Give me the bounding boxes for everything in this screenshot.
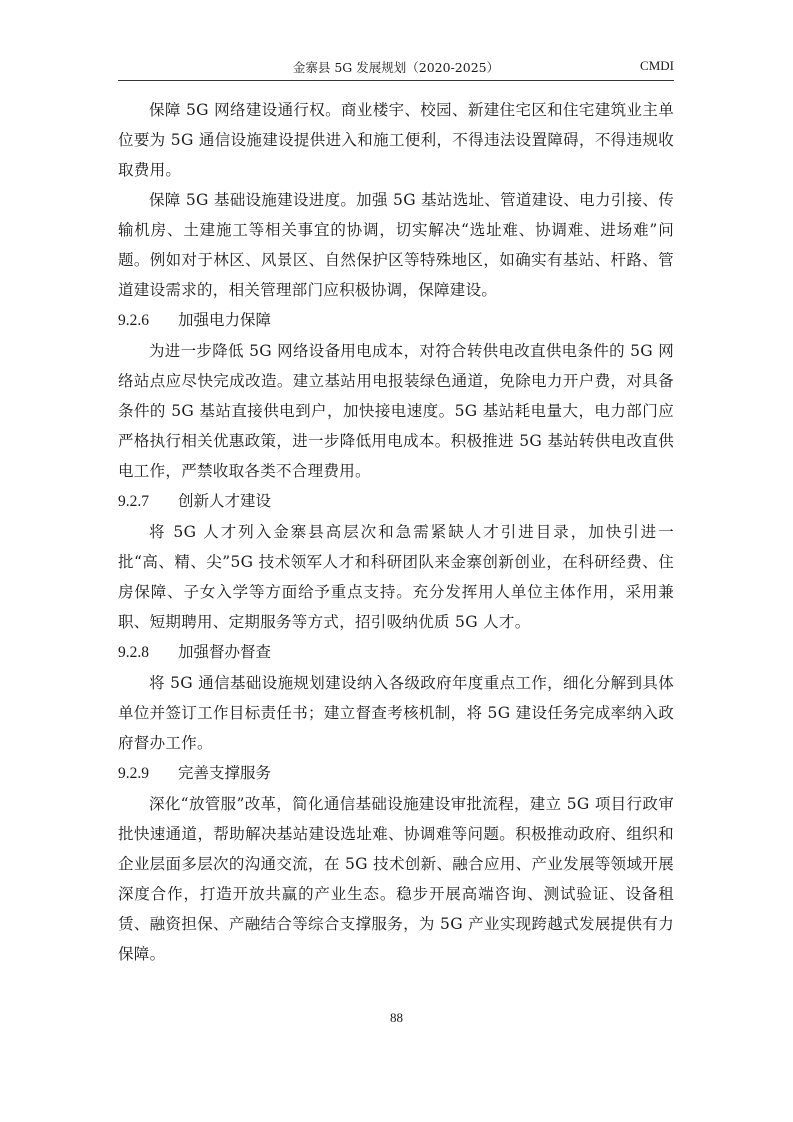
paragraph: 将 5G 人才列入金寨县高层次和急需紧缺人才引进目录，加快引进一批“高、精、尖”5G 技术领军人才和科研团队来金寨创新创业，在科研经费、住房保障、子女入学等方面给予重点支持。充分发挥用人单位主体作用，采用兼职、短期聘用、定期服务等方式，招引吸纳优质 5G 人才。	[118, 523, 674, 631]
section-heading	[118, 637, 674, 668]
paragraph: 保障 5G 基础设施建设进度。加强 5G 基站选址、管道建设、电力引接、传输机房、土建施工等相关事宜的协调，切实解决“选址难、协调难、进场难”问题。例如对于林区、风景区、自然保护区等特殊地区，如确实有基站、杆路、管道建设需求的，相关管理部门应积极协调，保障建设。	[118, 191, 674, 299]
paragraph: 将 5G 通信基础设施规划建设纳入各级政府年度重点工作，细化分解到具体单位并签订工作目标责任书；建立督查考核机制，将 5G 建设任务完成率纳入政府督办工作。	[118, 674, 674, 752]
section-heading	[118, 305, 674, 336]
paragraph: 保障 5G 网络建设通行权。商业楼宇、校园、新建住宅区和住宅建筑业主单位要为 5G 通信设施建设提供进入和施工便利，不得违法设置障碍，不得违规收取费用。	[118, 101, 674, 179]
paragraph: 深化“放管服”改革，简化通信基础设施建设审批流程，建立 5G 项目行政审批快速通道，帮助解决基站建设选址难、协调难等问题。积极推动政府、组织和企业层面多层次的沟通交流，在 5G 技术创新、融合应用、产业发展等领域开展深度合作，打造开放共赢的产业生态。稳步开展高端咨询、测试验证、设备租赁、融资担保、产融结合等综合支撑服务，为 5G 产业实现跨越式发展提供有力保障。	[118, 795, 674, 963]
section-number: 9.2.7	[118, 493, 149, 510]
section-number: 9.2.6	[118, 312, 149, 329]
section-heading	[118, 758, 674, 789]
section-number: 9.2.9	[118, 765, 149, 782]
section-title: 完善支撑服务	[178, 764, 272, 782]
document-title: 金寨县 5G 发展规划（2020-2025）	[292, 60, 500, 75]
page-number: 88	[390, 1010, 403, 1025]
section-title: 创新人才建设	[178, 492, 272, 510]
section-title: 加强电力保障	[178, 311, 272, 329]
section-heading	[118, 486, 674, 517]
section-title: 加强督办督查	[178, 643, 272, 661]
page-header	[118, 54, 674, 81]
section-number: 9.2.8	[118, 644, 149, 661]
paragraph: 为进一步降低 5G 网络设备用电成本，对符合转供电改直供电条件的 5G 网络站点应尽快完成改造。建立基站用电报装绿色通道，免除电力开户费，对具备条件的 5G 基站直接供电到户，加快接电速度。5G 基站耗电量大，电力部门应严格执行相关优惠政策，进一步降低用电成本。积极推进 5G 基站转供电改直供电工作，严禁收取各类不合理费用。	[118, 342, 674, 480]
organization-label: CMDI	[640, 58, 674, 73]
document-body	[118, 95, 674, 969]
